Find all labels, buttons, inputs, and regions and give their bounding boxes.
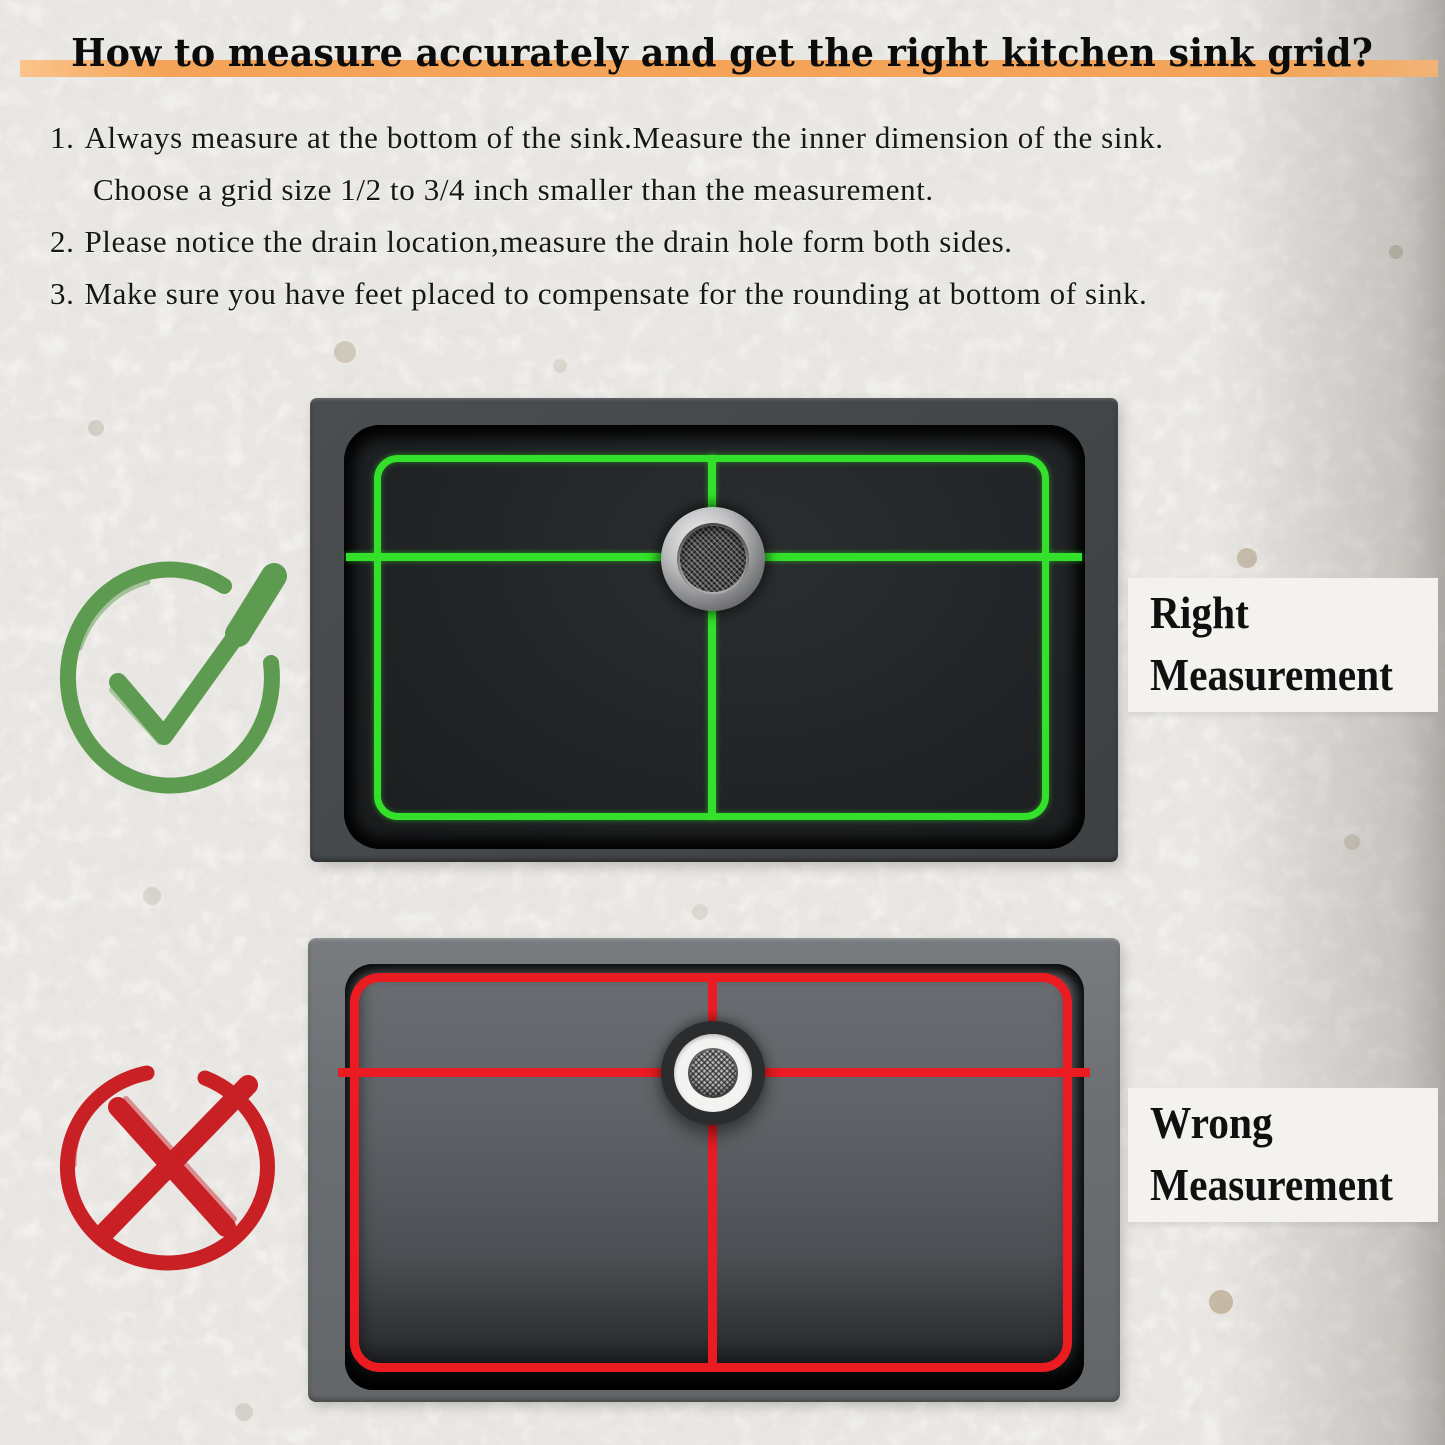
wrong-measurement-label — [1128, 1088, 1438, 1222]
instruction-number: 3. — [50, 276, 75, 311]
x-circle-icon — [48, 1055, 300, 1285]
instruction-number: 1. — [50, 120, 75, 155]
drain-mesh — [677, 523, 749, 595]
instruction-item-3 — [50, 268, 1430, 320]
instruction-number: 2. — [50, 224, 75, 259]
label-line-1: Wrong — [1150, 1097, 1273, 1148]
instruction-text: Choose a grid size 1/2 to 3/4 inch smaller than the measurement. — [93, 172, 934, 207]
instruction-text: Make sure you have feet placed to compensate for the rounding at bottom of sink. — [84, 276, 1148, 311]
instructions-list — [50, 112, 1430, 320]
wrong-measurement-sink-photo — [308, 938, 1120, 1402]
right-measurement-label — [1128, 578, 1438, 712]
sink-drain — [661, 507, 765, 611]
right-measurement-sink-photo — [310, 398, 1118, 862]
label-line-2: Measurement — [1150, 649, 1393, 700]
instruction-item-1-line-1 — [50, 112, 1430, 164]
label-line-2: Measurement — [1150, 1159, 1393, 1210]
check-circle-icon — [52, 530, 300, 798]
title-banner — [0, 0, 1445, 100]
sink-drain — [661, 1021, 765, 1125]
drain-mesh — [688, 1048, 738, 1098]
label-line-1: Right — [1150, 587, 1249, 638]
page-title: How to measure accurately and get the right kitchen sink grid? — [71, 30, 1374, 75]
instruction-text: Please notice the drain location,measure the drain hole form both sides. — [84, 224, 1013, 259]
instruction-text: Always measure at the bottom of the sink.Measure the inner dimension of the sink. — [84, 120, 1164, 155]
instruction-item-1-line-2 — [50, 164, 1430, 216]
instruction-item-2 — [50, 216, 1430, 268]
